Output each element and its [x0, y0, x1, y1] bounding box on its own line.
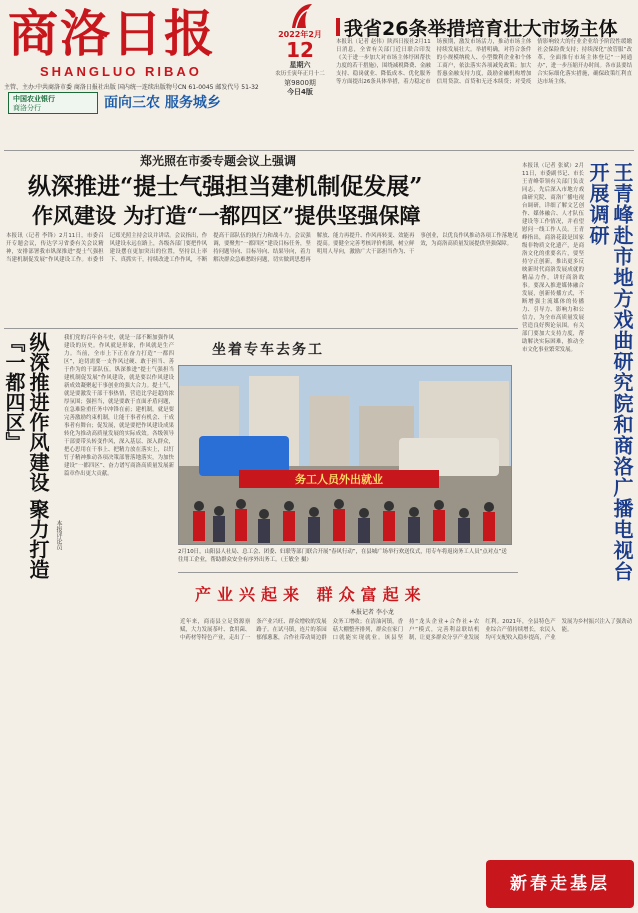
right-story-body: 本报讯（记者 张斌）2月11日，市委副书记、市长王青峰带领有关部门负责同志，先后深入市地方戏曲研究院、商洛广播电视台调研，详细了解文艺创作、媒体融合、人才队伍建设等工作情况，并看望慰问一线工作人员。王青峰指出，商洛花鼓是国家级非物质文化遗产，是商洛文化的重要名片，要坚持守正创新，推出更多反映新时代商洛发展成就的精品力作，讲好商洛故事。要深入推进媒体融合发展，创新传播方式，不断增强主流媒体的传播力、引导力、影响力和公信力，为全市高质量发展营造良好舆论氛围。有关部门要加大支持力度，帮助解决实际困难，推动全市文化事业繁荣发展。 [522, 163, 584, 353]
industry-story-headline: 产业兴起来 群众富起来 [195, 585, 427, 604]
photo-illustration [179, 366, 512, 545]
divider [4, 150, 634, 151]
issue-number: 第9800期 [284, 79, 316, 87]
commentary-byline: 本报评论员 [55, 520, 62, 550]
photo-caption: 2月10日，山阳县人社局、总工会、团委、妇联等部门联合开展“春风行动”，在县城广场举行欢送仪式，用专车将返岗务工人员“点对点”送往用工企业，帮助群众安全有序外出务工。（王敏全 摄） [178, 549, 507, 563]
top-story-headline: 我省26条举措培育壮大市场主体 [344, 18, 618, 40]
main-story-subhead: 郑光照在市委专题会议上强调 [140, 154, 297, 168]
industry-story-body: 近年来，商南县立足资源禀赋，大力发展茶叶、食用菌、中药材等特色产业，走出了一条产业兴旺、群众增收的发展路子。在试马镇，连片的茶园郁郁葱葱，合作社带动周边群众务工增收；在清油河镇，香菇大棚整齐排列，群众在家门口就能实现就业。该县坚持“龙头企业+合作社+农户”模式，完善利益联结机制，让更多群众分享产业发展红利。2021年，全县特色产业综合产值持续增长，农民人均可支配收入稳步提高，产业发展为乡村振兴注入了强劲动能。 [180, 619, 632, 641]
industry-story-byline: 本报记者 李小龙 [350, 609, 394, 616]
top-story-body: 本报讯（记者 赵伟）陕西日报社2月11日消息，全省有关部门近日联合印发《关于进一步加大对市场主体纾困帮扶力度的若干措施》，围绕减税降费、金融支持、稳岗就业、降低成本、优化服务等方面提出26条具体举措，着力稳定市场预期，激发市场活力，推动市场主体持续发展壮大。举措明确，对符合条件的小规模纳税人、小型微利企业和个体工商户，依法落实各项减免政策；加大普惠金融支持力度，鼓励金融机构增加信用贷款、首贷和无还本续贷；对受疫情影响较大的行业企业给予阶段性缓缴社会保险费支持；持续深化“放管服”改革，全面推行市场主体登记“一网通办”，进一步压缩开办时间。各市县要结合实际细化落实措施，确保政策红利直达市场主体。 [336, 39, 632, 85]
bank-name: 中国农业银行 [13, 95, 55, 103]
commentary-body: 我们党的百年奋斗史，就是一部不断加强作风建设的历史。作风就是形象，作风就是生产力。当前，全市上下正在奋力打造“一都四区”，迫切需要一支作风过硬、敢于担当、善于作为的干部队伍。纵深推进“提士气强担当建机制促发展”作风建设，就是要以作风建设新成效凝聚起干事创业的强大合力。提士气，就是要激发干部干事热情，营造比学赶超的浓厚氛围；强担当，就是要敢于直面矛盾问题，在急难险重任务中冲锋在前；建机制，就是要完善激励约束机制，让能干事者有机会、干成事者有舞台；促发展，就是要把作风建设成果转化为推动高质量发展的实际成效。各级领导干部要带头转变作风，深入基层、深入群众，把心思用在干事上、把精力放在落实上，以钉钉子精神推动各项决策部署落地落实，为加快建设“一都四区”、奋力谱写商洛高质量发展新篇章作出更大贡献。 [64, 335, 174, 477]
photo-banner-text: 务工人员外出就业 [295, 473, 383, 486]
issue-day: 12 [286, 38, 314, 62]
newspaper-logo-icon [286, 2, 316, 30]
right-story-headline: 王青峰赴市地方戏曲研究院和商洛广播电视台开展调研 [586, 162, 634, 582]
commentary-headline: 纵深推进作风建设 聚力打造『一都四区』 [2, 332, 50, 579]
bank-ad [8, 92, 98, 114]
masthead-meta: 主管、主办:中共商洛市委 商洛日报社出版 国内统一连续出版物号CN 61-0045 邮发代号 51-32 [4, 84, 259, 91]
main-story-headline-1: 纵深推进“提士气强担当建机制促发展” [28, 173, 423, 200]
commentary-body-continued [6, 598, 176, 860]
issue-pages: 今日4版 [287, 88, 313, 96]
bank-sub: 商洛分行 [13, 104, 41, 112]
divider [4, 328, 518, 329]
issue-lunar: 农历壬寅年正月十二 [275, 71, 325, 77]
column-tag-new-spring: 新春走基层 [486, 860, 634, 908]
issue-date: 2022年2月 [278, 30, 322, 39]
masthead-pinyin: SHANGLUO RIBAO [40, 64, 202, 79]
masthead-title: 商洛日报 [8, 4, 216, 63]
divider [178, 572, 518, 573]
bank-slogan: 面向三农 服务城乡 [104, 95, 221, 111]
issue-info [270, 30, 330, 97]
photo-title: 坐着专车去务工 [212, 342, 324, 358]
main-story-body: 本报讯（记者 李锋）2月11日，市委召开专题会议，传达学习省委有关会议精神，安排部署我市纵深推进“提士气强担当建机制促发展”作风建设工作。市委书记郑光照主持会议并讲话。会议指出，作风建设永远在路上，各级各部门要把作风建设摆在更加突出的位置，坚持以上率下、真抓实干，持续改进工作作风，不断提高干部队伍的执行力和战斗力。会议强调，要聚焦“一都四区”建设目标任务，坚持问题导向、目标导向、结果导向，着力解决群众急难愁盼问题，切实做到思想再解放、能力再提升、作风再转变、效能再提高。要健全完善考核评价机制，树立鲜明用人导向，激励广大干部担当作为、干事创业，以优良作风推动各项工作落地见效，为商洛高质量发展提供坚强保障。 [6, 233, 518, 263]
top-story-marker [336, 18, 340, 36]
news-photo [178, 365, 512, 545]
issue-weekday: 星期六 [289, 61, 311, 69]
main-story-headline-2: 作风建设 为打造“一都四区”提供坚强保障 [32, 203, 421, 228]
